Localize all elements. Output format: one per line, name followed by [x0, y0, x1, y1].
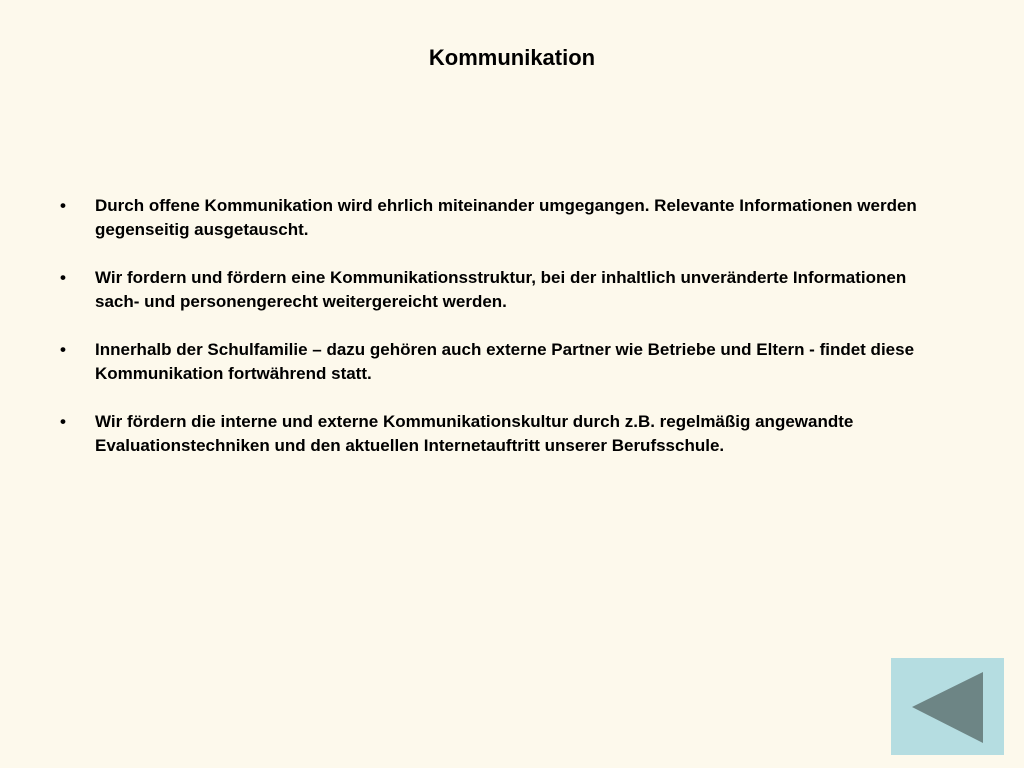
bullet-list	[60, 194, 950, 482]
bullet-item	[60, 338, 950, 386]
triangle-left-icon	[891, 658, 1004, 755]
bullet-item	[60, 194, 950, 242]
bullet-text: Wir fördern die interne und externe Kommunikationskultur durch z.B. regelmäßig angewandte Evaluationstechniken und den aktuellen Internetauftritt unserer Berufsschule.	[95, 412, 854, 455]
bullet-marker: •	[60, 412, 66, 431]
bullet-text: Innerhalb der Schulfamilie – dazu gehören auch externe Partner wie Betriebe und Eltern - findet diese Kommunikation fortwährend statt.	[95, 340, 915, 383]
bullet-text: Durch offene Kommunikation wird ehrlich miteinander umgegangen. Relevante Informationen werden gegenseitig ausgetauscht.	[95, 196, 917, 239]
bullet-marker: •	[60, 340, 66, 359]
bullet-item	[60, 266, 950, 314]
back-button[interactable]	[891, 658, 1004, 755]
bullet-marker: •	[60, 268, 66, 287]
bullet-item	[60, 410, 950, 458]
slide-title: Kommunikation	[428, 44, 596, 70]
bullet-text: Wir fordern und fördern eine Kommunikationsstruktur, bei der inhaltlich unveränderte Informationen sach- und personengerecht weitergereicht werden.	[95, 268, 907, 311]
bullet-marker: •	[60, 196, 66, 215]
